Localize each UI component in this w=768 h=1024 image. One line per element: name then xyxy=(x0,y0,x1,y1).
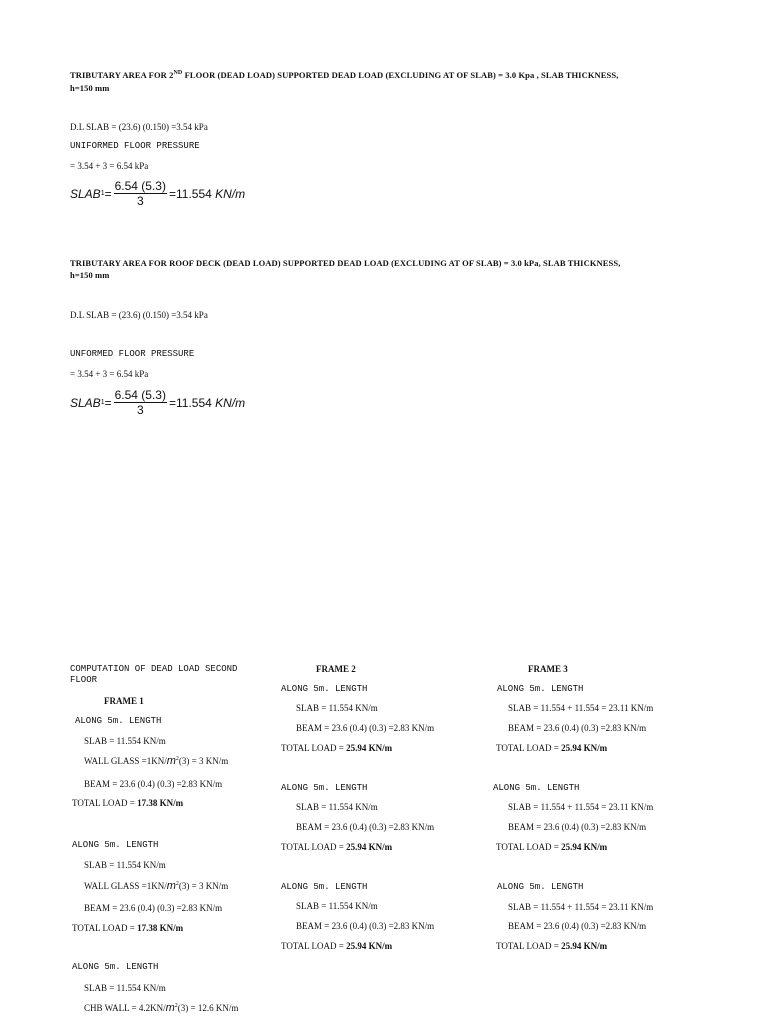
beam-line: BEAM = 23.6 (0.4) (0.3) =2.83 KN/m xyxy=(508,723,647,733)
wall-unit-sup: 2 xyxy=(175,881,179,887)
wall-line xyxy=(84,880,228,892)
wall-unit-sup: 2 xyxy=(175,756,179,762)
beam-line: BEAM = 23.6 (0.4) (0.3) =2.83 KN/m xyxy=(508,921,647,931)
slab-line: SLAB = 11.554 KN/m xyxy=(84,983,166,993)
total-value: 25.94 KN/m xyxy=(561,842,608,852)
wall-text-b: (3) = 12.6 KN/m xyxy=(177,1003,239,1013)
beam-line: BEAM = 23.6 (0.4) (0.3) =2.83 KN/m xyxy=(296,822,435,832)
total-value: 17.38 KN/m xyxy=(137,923,184,933)
formula-fraction xyxy=(114,180,167,207)
formula-numerator: 6.54 (5.3) xyxy=(114,179,166,193)
total-value: 25.94 KN/m xyxy=(346,842,393,852)
along-label: ALONG 5m. LENGTH xyxy=(72,962,159,972)
section1-pressure-value: = 3.54 + 3 = 6.54 kPa xyxy=(70,161,149,171)
section2-heading: TRIBUTARY AREA FOR ROOF DECK (DEAD LOAD) SUPPORTED DEAD LOAD (EXCLUDING AT OF SLAB) = 3.0 kPa, SLAB THICKNESS, xyxy=(70,258,621,268)
section1-heading-part-a: TRIBUTARY AREA FOR 2 xyxy=(70,70,174,80)
beam-line: BEAM = 23.6 (0.4) (0.3) =2.83 KN/m xyxy=(84,903,223,913)
section1-heading-line2: h=150 mm xyxy=(70,83,110,93)
formula-sub: 1 xyxy=(100,190,105,197)
wall-text-a: WALL GLASS =1KN/ xyxy=(84,881,167,891)
total-label: TOTAL LOAD = xyxy=(496,743,562,753)
section1-heading-sup: ND xyxy=(173,70,183,77)
formula-rhs: =11.554 xyxy=(168,395,212,410)
total-label: TOTAL LOAD = xyxy=(281,842,347,852)
total-value: 17.38 KN/m xyxy=(137,798,184,808)
formula-equals: = xyxy=(104,395,112,410)
slab-line: SLAB = 11.554 KN/m xyxy=(84,860,166,870)
total-line xyxy=(496,743,607,753)
along-label: ALONG 5m. LENGTH xyxy=(493,783,580,793)
slab-line: SLAB = 11.554 + 11.554 = 23.11 KN/m xyxy=(508,902,654,912)
beam-line: BEAM = 23.6 (0.4) (0.3) =2.83 KN/m xyxy=(296,921,435,931)
formula-rhs: =11.554 xyxy=(168,186,212,201)
frame3-title: FRAME 3 xyxy=(528,664,568,674)
total-line xyxy=(496,842,607,852)
along-label: ALONG 5m. LENGTH xyxy=(75,716,162,726)
wall-unit-sup: 2 xyxy=(174,1003,178,1009)
wall-line xyxy=(84,1002,238,1014)
total-value: 25.94 KN/m xyxy=(346,743,393,753)
total-line xyxy=(281,842,392,852)
slab-line: SLAB = 11.554 KN/m xyxy=(296,802,378,812)
total-line xyxy=(281,743,392,753)
section2-slab-formula xyxy=(70,389,245,416)
slab-line: SLAB = 11.554 + 11.554 = 23.11 KN/m xyxy=(508,802,654,812)
formula-unit: KN/m xyxy=(215,395,246,410)
total-label: TOTAL LOAD = xyxy=(281,941,347,951)
computation-title-line2: FLOOR xyxy=(70,675,98,685)
frame2-title: FRAME 2 xyxy=(316,664,356,674)
along-label: ALONG 5m. LENGTH xyxy=(72,840,159,850)
formula-lhs: SLAB xyxy=(70,395,101,410)
total-label: TOTAL LOAD = xyxy=(496,842,562,852)
along-label: ALONG 5m. LENGTH xyxy=(281,684,368,694)
along-label: ALONG 5m. LENGTH xyxy=(497,882,584,892)
formula-equals: = xyxy=(104,186,112,201)
slab-line: SLAB = 11.554 KN/m xyxy=(296,901,378,911)
along-label: ALONG 5m. LENGTH xyxy=(281,882,368,892)
wall-unit-m: m xyxy=(166,755,176,767)
section2-dl-slab: D.L SLAB = (23.6) (0.150) =3.54 kPa xyxy=(70,310,208,320)
wall-line xyxy=(84,755,228,767)
wall-text-b: (3) = 3 KN/m xyxy=(178,881,229,891)
slab-line: SLAB = 11.554 KN/m xyxy=(296,703,378,713)
formula-numerator: 6.54 (5.3) xyxy=(114,388,166,402)
total-label: TOTAL LOAD = xyxy=(72,923,138,933)
beam-line: BEAM = 23.6 (0.4) (0.3) =2.83 KN/m xyxy=(296,723,435,733)
slab-line: SLAB = 11.554 + 11.554 = 23.11 KN/m xyxy=(508,703,654,713)
beam-line: BEAM = 23.6 (0.4) (0.3) =2.83 KN/m xyxy=(84,779,223,789)
wall-unit-m: m xyxy=(166,880,176,892)
total-value: 25.94 KN/m xyxy=(561,941,608,951)
section1-heading xyxy=(70,70,618,80)
formula-sub: 1 xyxy=(100,399,105,406)
formula-denominator: 3 xyxy=(136,194,144,208)
section1-slab-formula xyxy=(70,180,245,207)
total-value: 25.94 KN/m xyxy=(346,941,393,951)
beam-line: BEAM = 23.6 (0.4) (0.3) =2.83 KN/m xyxy=(508,822,647,832)
frame1-title: FRAME 1 xyxy=(104,696,144,706)
wall-text-b: (3) = 3 KN/m xyxy=(178,756,229,766)
section1-heading-part-b: FLOOR (DEAD LOAD) SUPPORTED DEAD LOAD (EXCLUDING AT OF SLAB) = 3.0 Kpa , SLAB THICKNESS, xyxy=(182,70,619,80)
section2-pressure-value: = 3.54 + 3 = 6.54 kPa xyxy=(70,369,149,379)
formula-unit: KN/m xyxy=(215,186,246,201)
section2-heading-line2: h=150 mm xyxy=(70,270,110,280)
formula-fraction xyxy=(114,389,167,416)
total-line xyxy=(72,798,183,808)
formula-denominator: 3 xyxy=(136,403,144,417)
section1-pressure-label: UNIFORMED FLOOR PRESSURE xyxy=(70,141,200,151)
total-value: 25.94 KN/m xyxy=(561,743,608,753)
section1-dl-slab: D.L SLAB = (23.6) (0.150) =3.54 kPa xyxy=(70,122,208,132)
wall-text-a: CHB WALL = 4.2KN/ xyxy=(84,1003,166,1013)
wall-unit-m: m xyxy=(165,1002,175,1014)
total-line xyxy=(72,923,183,933)
along-label: ALONG 5m. LENGTH xyxy=(497,684,584,694)
section2-pressure-label: UNFORMED FLOOR PRESSURE xyxy=(70,349,195,359)
along-label: ALONG 5m. LENGTH xyxy=(281,783,368,793)
computation-title: COMPUTATION OF DEAD LOAD SECOND xyxy=(70,664,238,674)
total-label: TOTAL LOAD = xyxy=(496,941,562,951)
slab-line: SLAB = 11.554 KN/m xyxy=(84,736,166,746)
wall-text-a: WALL GLASS =1KN/ xyxy=(84,756,167,766)
total-label: TOTAL LOAD = xyxy=(281,743,347,753)
total-label: TOTAL LOAD = xyxy=(72,798,138,808)
formula-lhs: SLAB xyxy=(70,186,101,201)
total-line xyxy=(281,941,392,951)
total-line xyxy=(496,941,607,951)
